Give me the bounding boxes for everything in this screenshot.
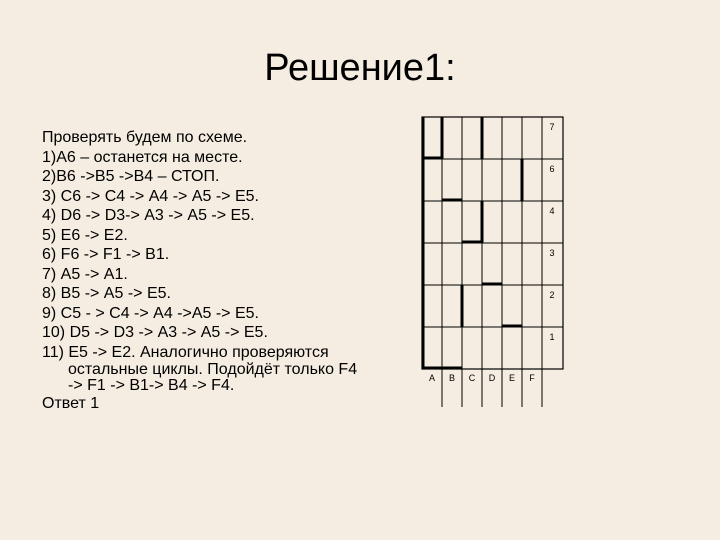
solution-line: 11) Е5 -> Е2. Аналогично проверяются (42, 343, 329, 361)
column-label: A (428, 373, 436, 383)
solution-line: 3) С6 -> С4 -> А4 -> А5 -> Е5. (42, 187, 259, 205)
solution-line: 10) D5 -> D3 -> А3 -> А5 -> Е5. (42, 324, 268, 341)
solution-line: 8) В5 -> А5 -> Е5. (42, 285, 171, 302)
solution-line: остальные циклы. Подойдёт только F4 (68, 361, 358, 378)
slide-title: Решение1: (264, 47, 456, 89)
solution-line: 2)В6 ->В5 ->В4 – СТОП. (42, 168, 220, 185)
column-label: E (508, 373, 516, 383)
solution-line: 4) D6 -> D3-> А3 -> А5 -> Е5. (42, 207, 255, 224)
column-label: B (448, 373, 456, 383)
solution-line: 1)А6 – останется на месте. (42, 148, 243, 166)
solution-line: -> F1 -> В1-> В4 -> F4. (68, 377, 235, 394)
column-label: F (529, 373, 535, 383)
solution-line: 5) Е6 -> Е2. (42, 226, 128, 244)
solution-line: 7) А5 -> А1. (42, 265, 128, 283)
row-label: 4 (549, 206, 555, 216)
row-label: 1 (549, 332, 555, 342)
row-label: 3 (549, 248, 555, 258)
solution-line: Проверять будем по схеме. (42, 129, 248, 146)
grid-vertical-lines (442, 117, 542, 407)
row-label: 2 (549, 290, 555, 300)
row-label: 7 (549, 122, 555, 132)
row-label: 6 (549, 164, 555, 174)
solution-line: 6) F6 -> F1 -> В1. (42, 246, 170, 263)
solution-line: 9) С5 - > С4 -> А4 ->А5 -> Е5. (42, 304, 259, 322)
column-label: D (488, 373, 496, 383)
solution-line: Ответ 1 (42, 395, 100, 412)
column-label: C (468, 373, 476, 383)
